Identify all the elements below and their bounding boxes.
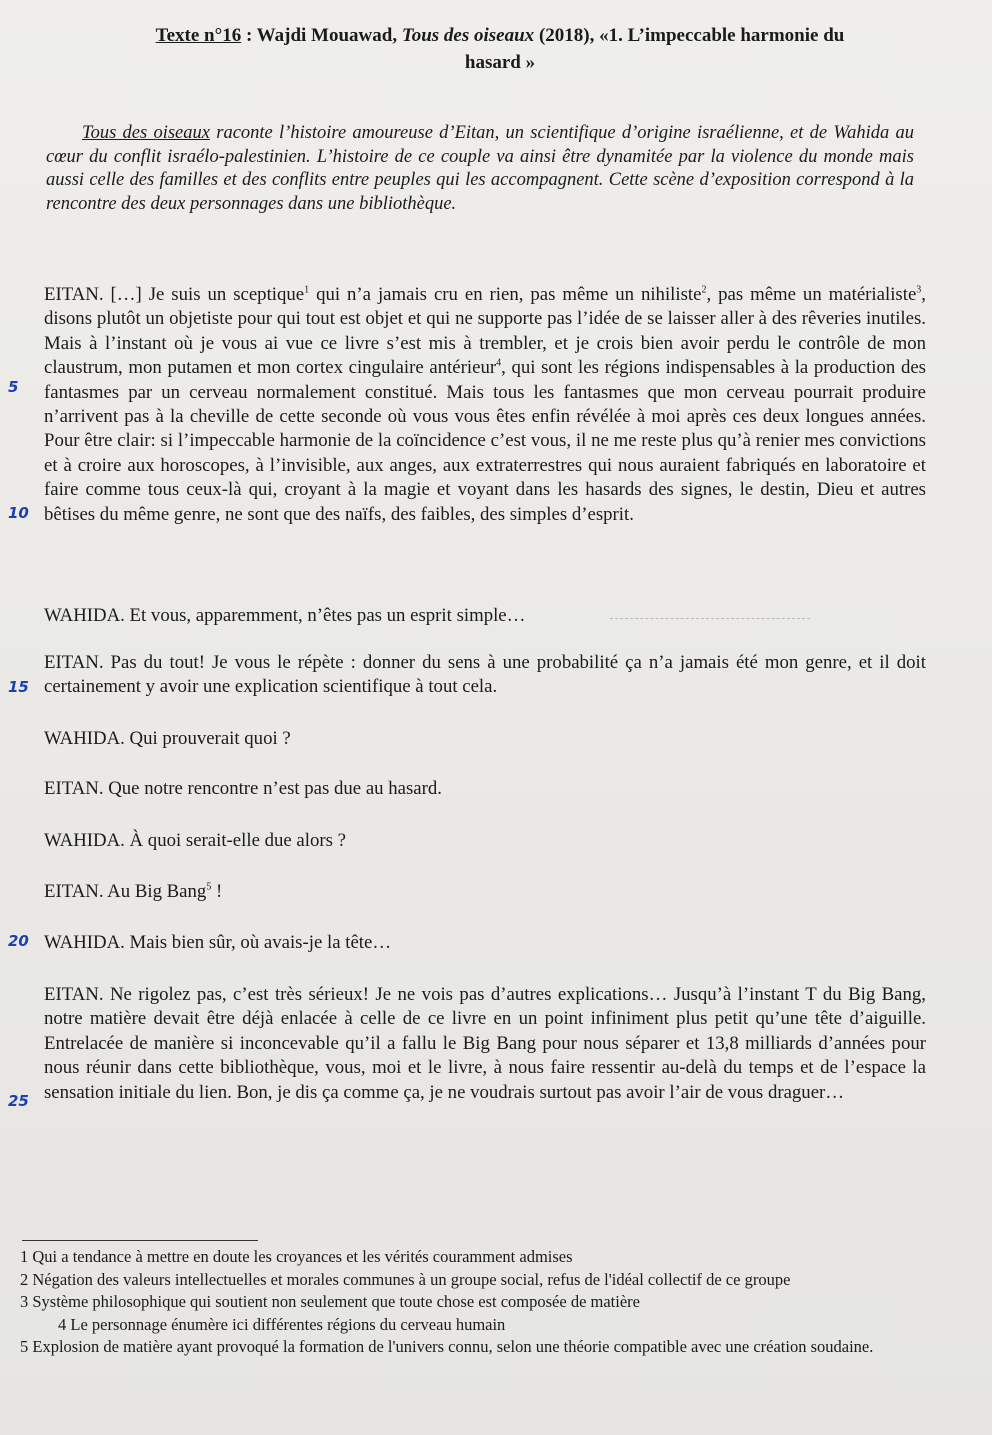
footnote-ref-4: 4 bbox=[496, 357, 502, 369]
line-number-25: 25 bbox=[8, 1092, 29, 1110]
footnotes bbox=[20, 1246, 950, 1359]
dialogue-eitan-3: EITAN. Que notre rencontre n’est pas due au hasard. bbox=[44, 778, 442, 799]
dialogue-wahida-3: WAHIDA. À quoi serait-elle due alors ? bbox=[44, 830, 346, 851]
intro-book-title: Tous des oiseaux bbox=[82, 123, 210, 143]
footnote-ref-2: 2 bbox=[701, 284, 707, 296]
divider bbox=[610, 618, 810, 619]
intro-text: raconte l’histoire amoureuse d’Eitan, un scientifique d’origine israélienne, et de Wahida au cœur du conflit israélo-palestinien. L’histoire de ce couple va ainsi être dynamitée par la violence du monde mais aussi celle des familles et des conflits entre peuples qui les accompagnent. Cette scène d’exposition correspond à la rencontre des deux personnages dans une bibliothèque. bbox=[46, 123, 914, 214]
footnote-1: 1 Qui a tendance à mettre en doute les croyances et les vérités couramment admises bbox=[20, 1247, 573, 1266]
title-extract: (2018), «1. L’impeccable harmonie du bbox=[534, 25, 845, 46]
dialogue-wahida-1: WAHIDA. Et vous, apparemment, n’êtes pas un esprit simple… bbox=[44, 605, 526, 626]
line-number-20: 20 bbox=[8, 932, 29, 950]
dialogue-wahida-4: WAHIDA. Mais bien sûr, où avais-je la tête… bbox=[44, 932, 392, 953]
footnote-ref-5: 5 bbox=[206, 881, 212, 893]
intro-paragraph bbox=[46, 122, 914, 216]
footnote-ref-3: 3 bbox=[916, 284, 922, 296]
title-author: : Wajdi Mouawad, bbox=[241, 25, 402, 46]
footnote-2: 2 Négation des valeurs intellectuelles et morales communes à un groupe social, refus de l'idéal collectif de ce groupe bbox=[20, 1269, 791, 1289]
footnote-4: 4 Le personnage énumère ici différentes régions du cerveau humain bbox=[58, 1314, 506, 1334]
line-number-10: 10 bbox=[8, 504, 29, 522]
title-line2: hasard » bbox=[464, 52, 536, 73]
title-play: Tous des oiseaux bbox=[401, 25, 535, 46]
footnote-3: 3 Système philosophique qui soutient non seulement que toute chose est composée de matière bbox=[20, 1292, 640, 1311]
dialogue-wahida-2: WAHIDA. Qui prouverait quoi ? bbox=[44, 728, 291, 749]
footnote-rule bbox=[22, 1240, 258, 1241]
footnote-5: 5 Explosion de matière ayant provoqué la formation de l'univers connu, selon une théorie compatible avec une création soudaine. bbox=[20, 1337, 874, 1356]
dialogue-eitan-1: EITAN. […] Je suis un sceptique$^1$ qui n’a jamais cru en rien, pas même un nihiliste$^2$, pas même un matérialiste$^3$, disons plutôt un objetiste pour qui tout est objet et qui ne supporte pas l’idée de se laisser aller à des rêveries inutiles. Mais à l’instant où je vous ai vue ce livre s’est mis à trembler, et je crois bien avoir perdu le contrôle de mon claustrum, mon putamen et mon cortex cingulaire antérieur$^4$, qui sont les régions indispensables à la production des fantasmes par un cerveau normalement constitué. Mais tous les fantasmes que mon cerveau pourrait produire n’arrivent pas à la cheville de cette seconde où vous vous êtes enfin révélée à moi après ces deux longues années. Pour être clair: si l’impeccable harmonie de la coïncidence c’est vous, il ne me reste plus qu’à renier mes convictions et à croire aux horoscopes, à l’invisible, aux anges, aux extraterrestres qui nous auraient fabriqués en laboratoire et faire comme tous ceux-là qui, croyant à la magie et voyant dans les hasards des signes, le destin, Dieu et autres bêtises du même genre, ne sont que des naïfs, des faibles, des simples d’esprit. bbox=[44, 284, 926, 525]
footnote-ref-1: 1 bbox=[304, 284, 310, 296]
line-number-5: 5 bbox=[8, 378, 19, 396]
text-number: Texte n°16 bbox=[155, 25, 242, 46]
dialogue-eitan-2: EITAN. Pas du tout! Je vous le répète : donner du sens à une probabilité ça n’a jamais été mon genre, et il doit certainement y avoir une explication scientifique à tout cela. bbox=[44, 652, 926, 698]
dialogue-eitan-5: EITAN. Ne rigolez pas, c’est très sérieux! Je ne vois pas d’autres explications… Jusqu’à l’instant T du Big Bang, notre matière devait être déjà enlacée à celle de ce livre en un point infiniment plus petit qu’une tête d’aiguille. Entrelacée de manière si inconcevable qu’il a fallu le Big Bang pour nous séparer et 13,8 milliards d’années pour nous réunir dans cette bibliothèque, vous, moi et le livre, à nous faire ressentir au-delà du temps et de l’espace la sensation initiale du lien. Bon, je dis ça comme ça, je ne voudrais surtout pas avoir l’air de vous draguer… bbox=[44, 984, 926, 1103]
line-number-15: 15 bbox=[8, 678, 29, 696]
page-title bbox=[90, 22, 910, 76]
dialogue-eitan-4: EITAN. Au Big Bang$^5$ ! bbox=[44, 881, 223, 902]
